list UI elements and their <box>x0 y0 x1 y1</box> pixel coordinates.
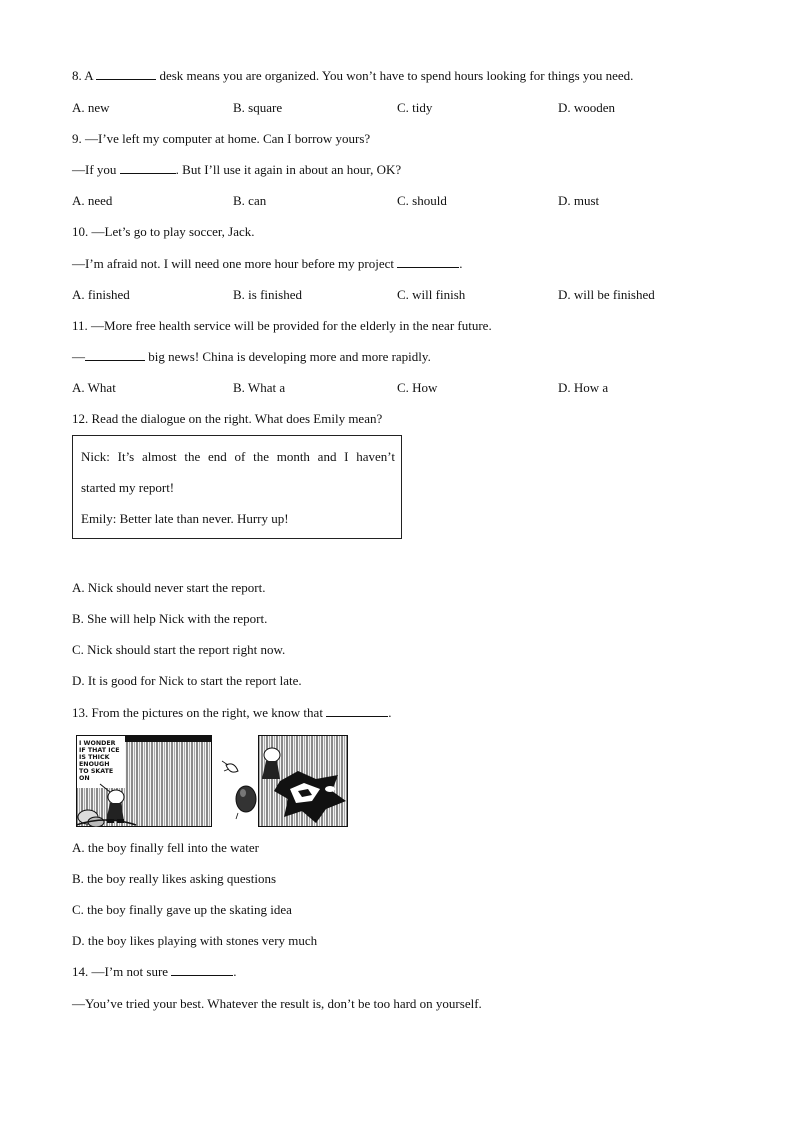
q12-option-d: D. It is good for Nick to start the report late. <box>72 673 302 688</box>
q8-option-c: C. tidy <box>397 100 433 115</box>
q14-stem: 14. —I’m not sure . <box>72 964 237 979</box>
q10-stem: 10. —Let’s go to play soccer, Jack. <box>72 224 255 239</box>
q8-option-a: A. new <box>72 100 110 115</box>
dialogue-line: Emily: Better late than never. Hurry up! <box>81 511 289 526</box>
comic-speech-text: TO SKATE <box>79 768 114 775</box>
q8-stem: 8. A desk means you are organized. You won’t have to spend hours looking for things you need. <box>72 68 634 83</box>
q13-option-c: C. the boy finally gave up the skating idea <box>72 902 292 917</box>
q10-option-a: A. finished <box>72 287 130 302</box>
q10-response: —I’m afraid not. I will need one more hour before my project . <box>72 256 463 271</box>
q11-response: — big news! China is developing more and more rapidly. <box>72 349 431 364</box>
comic-speech-text: IF THAT ICE <box>79 747 120 754</box>
q10-option-d: D. will be finished <box>558 287 655 302</box>
q10-option-c: C. will finish <box>397 287 466 302</box>
dialogue-line: started my report! <box>81 480 175 495</box>
q13-stem: 13. From the pictures on the right, we know that . <box>72 705 392 720</box>
q9-option-d: D. must <box>558 193 600 208</box>
q11-option-d: D. How a <box>558 380 609 395</box>
q9-option-b: B. can <box>233 193 267 208</box>
comic-panel-left <box>76 736 212 828</box>
answer-blank <box>85 349 145 361</box>
q12-option-b: B. She will help Nick with the report. <box>72 611 268 626</box>
answer-blank <box>397 256 459 268</box>
q14-response: —You’ve tried your best. Whatever the result is, don’t be too hard on yourself. <box>72 996 482 1011</box>
answer-blank <box>120 162 176 174</box>
q13-option-b: B. the boy really likes asking questions <box>72 871 277 886</box>
answer-blank <box>171 964 233 976</box>
q12-option-c: C. Nick should start the report right now. <box>72 642 286 657</box>
q11-stem: 11. —More free health service will be provided for the elderly in the near future. <box>72 318 492 333</box>
q11-option-c: C. How <box>397 380 438 395</box>
q10-option-b: B. is finished <box>233 287 302 302</box>
q13-option-d: D. the boy likes playing with stones very much <box>72 933 318 948</box>
comic-panel-middle <box>212 736 258 827</box>
q12-option-a: A. Nick should never start the report. <box>72 580 266 595</box>
comic-speech-text: I WONDER <box>79 740 116 747</box>
answer-blank <box>96 68 156 80</box>
q13-option-a: A. the boy finally fell into the water <box>72 840 260 855</box>
q11-option-a: A. What <box>72 380 116 395</box>
q8-option-d: D. wooden <box>558 100 616 115</box>
q11-option-b: B. What a <box>233 380 286 395</box>
q9-response: —If you . But I’ll use it again in about an hour, OK? <box>72 162 402 177</box>
q9-option-c: C. should <box>397 193 447 208</box>
answer-blank <box>326 705 388 717</box>
comic-panel-right <box>259 736 348 827</box>
comic-strip <box>76 735 348 827</box>
comic-speech-text: ENOUGH <box>79 761 110 768</box>
comic-speech-text: ON <box>79 775 90 782</box>
q9-option-a: A. need <box>72 193 113 208</box>
comic-speech-text: IS THICK <box>79 754 110 761</box>
dialogue-line: Nick: It’s almost the end of the month and I haven’t <box>81 449 395 464</box>
q9-stem: 9. —I’ve left my computer at home. Can I borrow yours? <box>72 131 371 146</box>
q8-option-b: B. square <box>233 100 283 115</box>
q12-stem: 12. Read the dialogue on the right. What does Emily mean? <box>72 411 383 426</box>
dialogue-box <box>72 435 402 539</box>
